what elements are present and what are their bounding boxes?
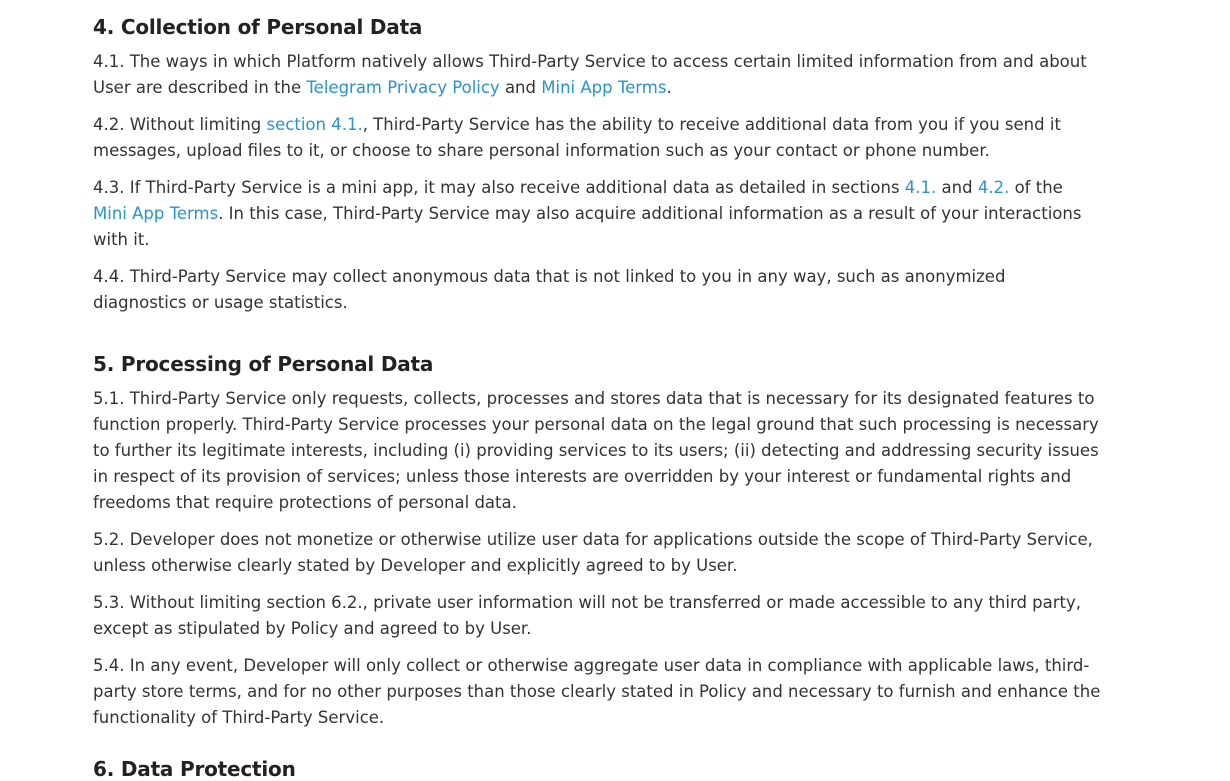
text-segment: 5.2. Developer does not monetize or otherwise utilize user data for applications outside the scope of Third-Party Service, unless otherwise clearly stated by Developer and explicitly agreed to by User.	[93, 530, 1093, 575]
paragraph	[93, 264, 1101, 316]
text-segment: , Third-Party Service has the ability to receive additional data from you if you send it messages, upload files to it, or choose to share personal information such as your contact or phone number.	[93, 115, 1061, 160]
text-segment: 4.1. The ways in which Platform natively allows Third-Party Service to access certain limited information from and about User are described in the	[93, 52, 1087, 97]
paragraph	[93, 527, 1101, 579]
paragraph	[93, 590, 1101, 642]
inline-link[interactable]: Mini App Terms	[93, 204, 219, 223]
inline-link[interactable]: Mini App Terms	[541, 78, 667, 97]
paragraph	[93, 386, 1101, 516]
inline-link[interactable]: section 4.1.	[266, 115, 363, 134]
paragraph	[93, 49, 1101, 101]
section-heading: 5. Processing of Personal Data	[93, 352, 434, 376]
text-segment: and	[936, 178, 978, 197]
terms-section	[93, 15, 1101, 316]
document-content	[93, 0, 1101, 781]
text-segment: 5.1. Third-Party Service only requests, collects, processes and stores data that is necessary for its designated features to function properly. Third-Party Service processes your personal data on the legal ground that such processing is necessary to further its legitimate interests, including (i) providing services to its users; (ii) detecting and addressing security issues in respect of its provision of services; unless those interests are overridden by your interest or fundamental rights and freedoms that require protections of personal data.	[93, 389, 1099, 512]
text-segment: 4.2. Without limiting	[93, 115, 267, 134]
text-segment: of the	[1009, 178, 1063, 197]
inline-link[interactable]: Telegram Privacy Policy	[306, 78, 500, 97]
terms-section	[93, 757, 1101, 781]
text-segment: 4.4. Third-Party Service may collect anonymous data that is not linked to you in any way, such as anonymized diagnostics or usage statistics.	[93, 267, 1006, 312]
paragraph	[93, 175, 1101, 253]
text-segment: 5.4. In any event, Developer will only collect or otherwise aggregate user data in compliance with applicable laws, third-party store terms, and for no other purposes than those clearly stated in Policy and necessary to furnish and enhance the functionality of Third-Party Service.	[93, 656, 1101, 727]
text-segment: and	[499, 78, 542, 97]
inline-link[interactable]: 4.1.	[904, 178, 937, 197]
paragraph	[93, 653, 1101, 731]
text-segment: .	[666, 78, 672, 97]
terms-section	[93, 352, 1101, 731]
text-segment: 4.3. If Third-Party Service is a mini app, it may also receive additional data as detailed in sections	[93, 178, 905, 197]
section-heading: 6. Data Protection	[93, 757, 296, 781]
text-segment: 5.3. Without limiting section 6.2., private user information will not be transferred or made accessible to any third party, except as stipulated by Policy and agreed to by User.	[93, 593, 1082, 638]
text-segment: . In this case, Third-Party Service may also acquire additional information as a result of your interactions with it.	[93, 204, 1082, 249]
section-heading: 4. Collection of Personal Data	[93, 15, 423, 39]
inline-link[interactable]: 4.2.	[977, 178, 1010, 197]
paragraph	[93, 112, 1101, 164]
